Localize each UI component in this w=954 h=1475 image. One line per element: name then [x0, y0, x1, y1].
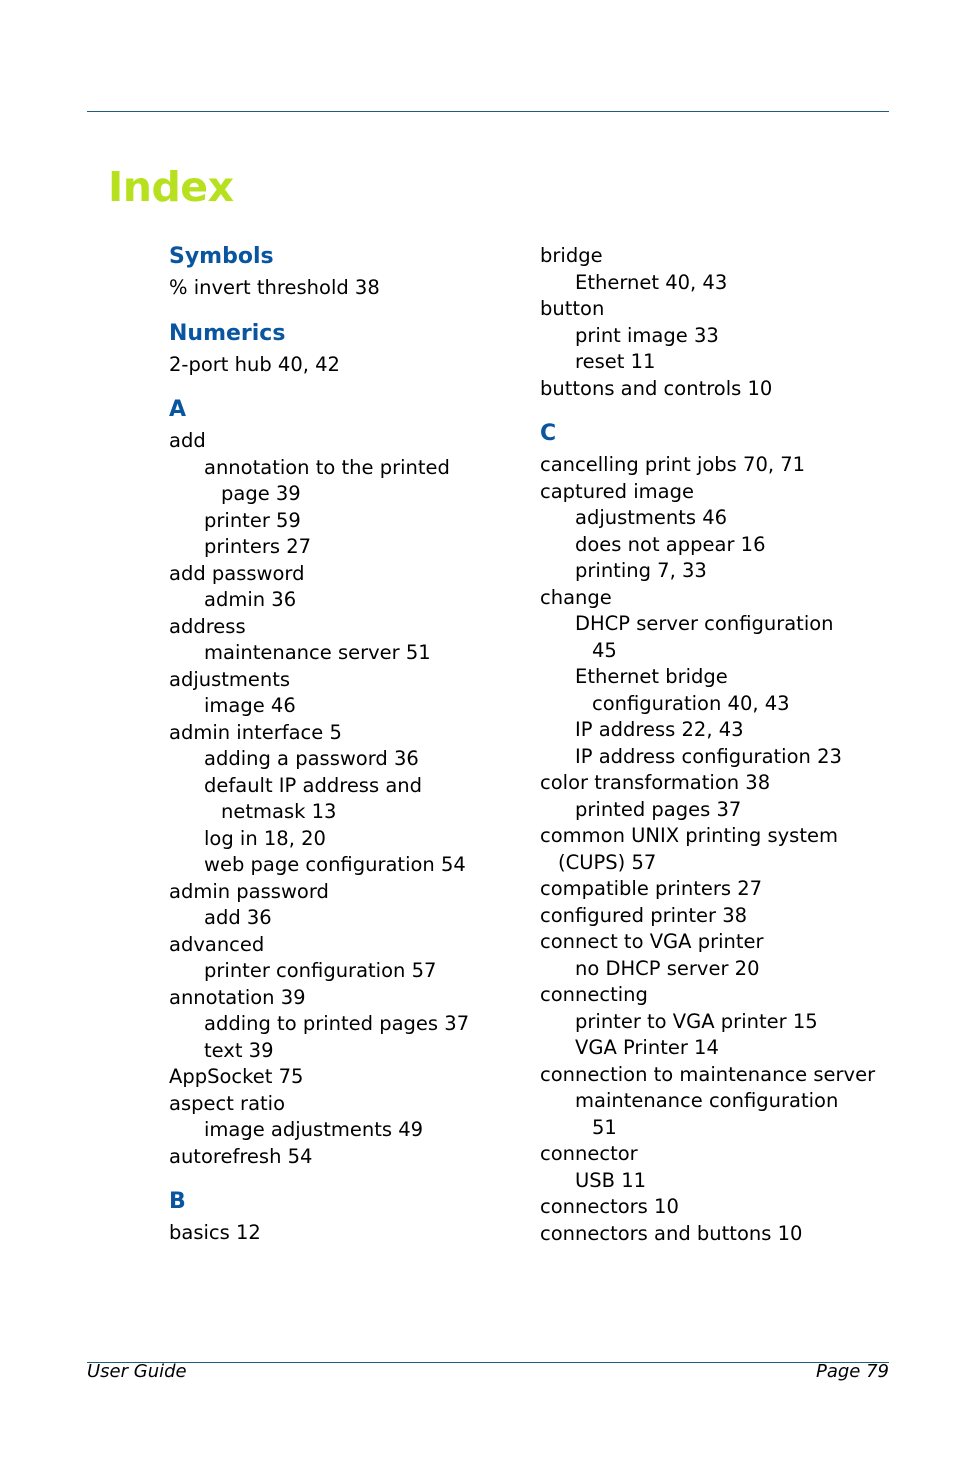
- index-entry: connecting: [540, 983, 648, 1006]
- index-entry: connectors and buttons 10: [540, 1221, 803, 1245]
- index-entry: advanced: [169, 932, 265, 956]
- index-entry: common UNIX printing system: [540, 824, 838, 847]
- index-subentry: printer configuration 57: [204, 959, 437, 982]
- index-subentry: adjustments 46: [575, 506, 728, 529]
- index-entry: basics 12: [169, 1221, 261, 1244]
- index-subentry: adding to printed pages 37: [204, 1012, 470, 1035]
- index-entry-continuation: netmask 13: [221, 800, 337, 823]
- index-entry-continuation: 51: [592, 1115, 617, 1139]
- index-subentry: IP address configuration 23: [575, 744, 842, 768]
- index-subentry: adding a password 36: [204, 747, 419, 770]
- index-entry: bridge: [540, 244, 603, 267]
- index-subentry: print image 33: [575, 323, 719, 347]
- index-entry: aspect ratio: [169, 1091, 286, 1115]
- index-subentry: printing 7, 33: [575, 559, 707, 582]
- index-entry: buttons and controls 10: [540, 376, 773, 400]
- index-entry: connector: [540, 1142, 638, 1165]
- index-section-heading: Symbols: [169, 244, 274, 269]
- index-subentry: printer to VGA printer 15: [575, 1009, 818, 1033]
- index-subentry: maintenance configuration: [575, 1089, 839, 1112]
- index-entry: adjustments: [169, 667, 291, 691]
- index-entry: captured image: [540, 479, 694, 503]
- index-subentry: no DHCP server 20: [575, 956, 760, 980]
- index-entry: add: [169, 429, 206, 452]
- index-entry: configured printer 38: [540, 903, 748, 927]
- page-title: Index: [108, 163, 234, 211]
- index-subentry: printed pages 37: [575, 797, 742, 821]
- index-subentry: IP address 22, 43: [575, 718, 744, 741]
- index-subentry: web page configuration 54: [204, 853, 466, 876]
- index-subentry: text 39: [204, 1038, 274, 1062]
- index-entry: connectors 10: [540, 1195, 679, 1218]
- index-section-heading: C: [540, 421, 557, 446]
- index-entry: 2-port hub 40, 42: [169, 352, 340, 376]
- index-subentry: Ethernet bridge: [575, 665, 728, 688]
- index-entry-continuation: 45: [592, 638, 617, 662]
- index-subentry: printer 59: [204, 508, 301, 532]
- index-subentry: USB 11: [575, 1168, 647, 1192]
- index-entry: add password: [169, 561, 305, 585]
- index-entry: change: [540, 585, 612, 609]
- index-subentry: image 46: [204, 694, 296, 717]
- index-entry: autorefresh 54: [169, 1144, 313, 1168]
- index-entry-continuation: page 39: [221, 482, 301, 505]
- index-subentry: add 36: [204, 906, 272, 929]
- index-entry: % invert threshold 38: [169, 276, 380, 299]
- footer-rule: [87, 1362, 889, 1363]
- index-subentry: DHCP server configuration: [575, 612, 834, 635]
- index-column-left: [169, 243, 509, 1247]
- index-entry: annotation 39: [169, 985, 306, 1009]
- header-rule: [87, 111, 889, 112]
- index-subentry: printers 27: [204, 535, 312, 558]
- index-entry: connect to VGA printer: [540, 930, 764, 953]
- index-entry: cancelling print jobs 70, 71: [540, 453, 806, 476]
- index-entry: color transformation 38: [540, 771, 771, 794]
- index-entry: admin password: [169, 879, 329, 903]
- index-subentry: log in 18, 20: [204, 826, 326, 850]
- index-entry: AppSocket 75: [169, 1065, 304, 1088]
- index-subentry: annotation to the printed: [204, 455, 450, 479]
- index-entry-continuation: (CUPS) 57: [558, 850, 657, 874]
- index-entry: connection to maintenance server: [540, 1062, 876, 1086]
- index-section-heading: Numerics: [169, 320, 286, 346]
- index-subentry: VGA Printer 14: [575, 1036, 719, 1059]
- index-entry: button: [540, 297, 605, 320]
- index-column-right: [540, 243, 880, 1247]
- index-subentry: image adjustments 49: [204, 1118, 424, 1141]
- index-entry: address: [169, 614, 246, 638]
- index-entry-continuation: configuration 40, 43: [592, 691, 790, 715]
- index-section-heading: A: [169, 397, 187, 422]
- index-subentry: admin 36: [204, 588, 297, 611]
- index-subentry: maintenance server 51: [204, 641, 431, 664]
- index-entry: admin interface 5: [169, 720, 342, 744]
- index-entry: compatible printers 27: [540, 877, 763, 900]
- index-subentry: default IP address and: [204, 773, 423, 797]
- index-subentry: does not appear 16: [575, 532, 766, 556]
- footer-doc-title: User Guide: [87, 1361, 187, 1382]
- index-subentry: Ethernet 40, 43: [575, 270, 728, 294]
- index-subentry: reset 11: [575, 350, 656, 373]
- index-section-heading: B: [169, 1189, 186, 1214]
- footer-page-number: Page 79: [815, 1361, 889, 1382]
